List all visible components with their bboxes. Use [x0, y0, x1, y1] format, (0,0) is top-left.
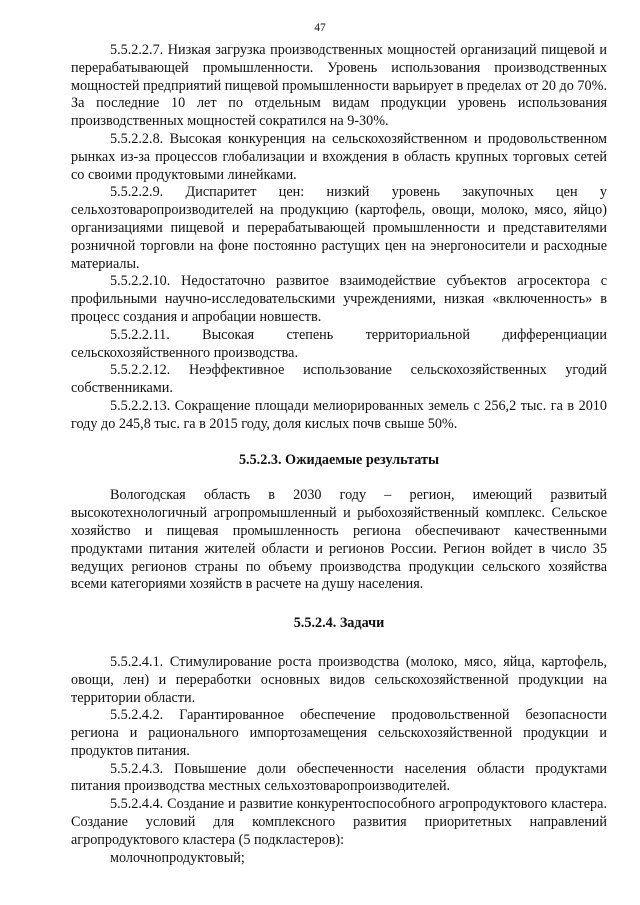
page-number: 47: [314, 22, 326, 34]
problem-paragraph: 5.5.2.2.11. Высокая степень территориальной дифференциации сельскохозяйственного производства.: [71, 326, 607, 361]
document-body: [71, 42, 607, 867]
problem-paragraph: 5.5.2.2.9. Диспаритет цен: низкий уровень закупочных цен у сельхозтоваропроизводителей на продукцию (картофель, овощи, молоко, мясо, яйцо) организациями пищевой и перерабатывающей промышленности и представителями розничной торговли на фоне постоянно растущих цен на энергоносители и расходные материалы.: [71, 184, 607, 272]
problem-paragraph: 5.5.2.2.13. Сокращение площади мелиорированных земель с 256,2 тыс. га в 2010 году до 245,8 тыс. га в 2015 году, доля кислых почв свыше 50%.: [71, 397, 607, 432]
task-paragraph: 5.5.2.4.3. Повышение доли обеспеченности населения области продуктами питания производства местных сельхозтоваропроизводителей.: [71, 760, 607, 795]
expected-results-paragraph: Вологодская область в 2030 году – регион, имеющий развитый высокотехнологичный агропромышленный и рыбохозяйственный комплекс. Сельское хозяйство и пищевая промышленность региона обеспечивают качественными продуктами питания жителей области и регионов России. Регион войдет в число 35 ведущих регионов страны по объему производства продукции сельского хозяйства всеми категориями хозяйств в расчете на душу населения.: [71, 487, 607, 593]
task-paragraph: 5.5.2.4.1. Стимулирование роста производства (молоко, мясо, яйца, картофель, овощи, лен) и переработки основных видов сельскохозяйственной продукции на территории области.: [71, 653, 607, 706]
section-heading-expected-results: 5.5.2.3. Ожидаемые результаты: [238, 451, 440, 468]
problem-paragraph: 5.5.2.2.10. Недостаточно развитое взаимодействие субъектов агросектора с профильными научно-исследовательскими учреждениями, низкая «включенность» в процесс создания и апробации новшеств.: [71, 273, 607, 325]
task-paragraph: молочнопродуктовый;: [110, 849, 245, 866]
problem-paragraph: 5.5.2.2.12. Неэффективное использование сельскохозяйственных угодий собственниками.: [71, 362, 607, 397]
problem-paragraph: 5.5.2.2.8. Высокая конкуренция на сельскохозяйственном и продовольственном рынках из-за процессов глобализации и вхождения в область крупных торговых сетей со своими продуктовыми линейками.: [71, 130, 607, 183]
problem-paragraph: 5.5.2.2.7. Низкая загрузка производственных мощностей организаций пищевой и перерабатывающей промышленности. Уровень использования производственных мощностей предприятий пищевой промышленности варьирует в пределах от 20 до 70%. За последние 10 лет по отдельным видам продукции уровень использования производственных мощностей сократился на 9-30%.: [71, 42, 607, 130]
task-paragraph: 5.5.2.4.4. Создание и развитие конкурентоспособного агропродуктового кластера. Создание условий для комплексного развития приоритетных направлений агропродуктового кластера (5 подкластеров):: [71, 796, 607, 848]
task-paragraph: 5.5.2.4.2. Гарантированное обеспечение продовольственной безопасности региона и рационального импортозамещения сельскохозяйственной продукции и продуктов питания.: [71, 707, 607, 759]
section-heading-tasks: 5.5.2.4. Задачи: [293, 615, 385, 632]
